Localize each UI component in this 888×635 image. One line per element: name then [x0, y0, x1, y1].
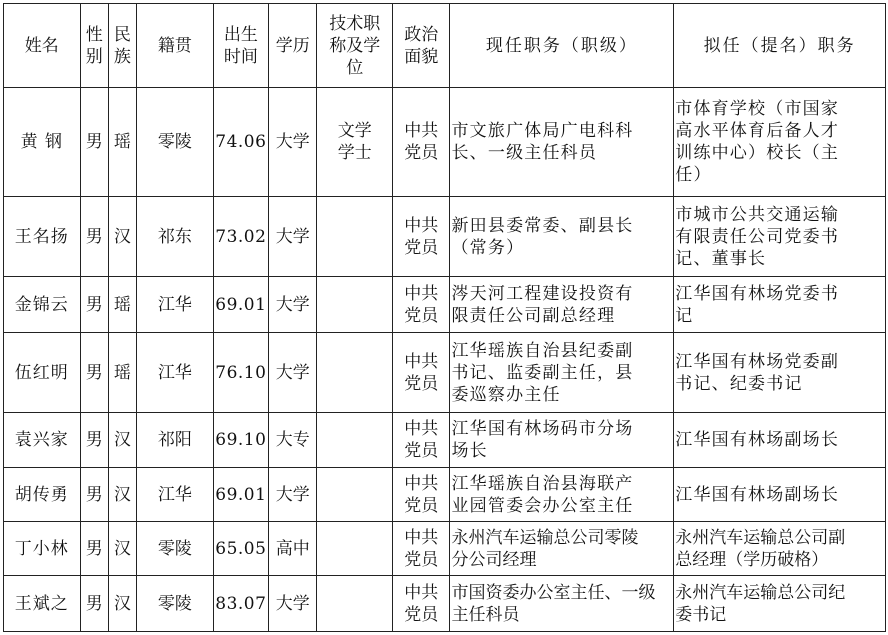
cell-birth: 73.02: [213, 197, 268, 277]
cell-hometown: 零陵: [137, 88, 214, 197]
cell-party: 中共 党员: [393, 468, 450, 522]
cell-proposed-post: 永州汽车运输总公司副 总经理（学历破格）: [674, 522, 886, 576]
table-row: [4, 576, 886, 632]
cell-title-degree: [317, 333, 393, 413]
header-party: 政治 面貌: [393, 4, 450, 88]
cell-name: 王斌之: [4, 576, 81, 632]
cell-current-post: 江华瑶族自治县海联产 业园管委会办公室主任: [450, 468, 674, 522]
table-row: [4, 88, 886, 197]
cell-name: 胡传勇: [4, 468, 81, 522]
cell-gender: 男: [80, 468, 108, 522]
cell-title-degree: [317, 413, 393, 468]
cell-gender: 男: [80, 333, 108, 413]
cell-party: 中共 党员: [393, 576, 450, 632]
cell-hometown: 零陵: [137, 576, 214, 632]
cell-current-post: 江华国有林场码市分场 场长: [450, 413, 674, 468]
cell-ethnicity: 汉: [108, 468, 136, 522]
header-current-post: 现任职务（职级）: [450, 4, 674, 88]
cell-education: 大学: [269, 468, 317, 522]
cell-gender: 男: [80, 522, 108, 576]
table-row: [4, 522, 886, 576]
cell-name: 王名扬: [4, 197, 81, 277]
header-hometown: 籍贯: [137, 4, 214, 88]
cell-education: 大专: [269, 413, 317, 468]
cell-birth: 69.01: [213, 277, 268, 333]
cell-title-degree: [317, 277, 393, 333]
cell-current-post: 江华瑶族自治县纪委副 书记、监委副主任，县 委巡察办主任: [450, 333, 674, 413]
cell-ethnicity: 汉: [108, 522, 136, 576]
cell-ethnicity: 瑶: [108, 277, 136, 333]
cell-current-post: 市国资委办公室主任、一级 主任科员: [450, 576, 674, 632]
cell-ethnicity: 汉: [108, 413, 136, 468]
table-row: [4, 333, 886, 413]
cell-proposed-post: 江华国有林场党委书 记: [674, 277, 886, 333]
header-proposed-post: 拟任（提名）职务: [674, 4, 886, 88]
cell-birth: 65.05: [213, 522, 268, 576]
cell-current-post: 新田县委常委、副县长 （常务）: [450, 197, 674, 277]
cell-name: 丁小林: [4, 522, 81, 576]
cell-gender: 男: [80, 413, 108, 468]
table-row: [4, 277, 886, 333]
cell-education: 大学: [269, 333, 317, 413]
cell-education: 大学: [269, 88, 317, 197]
cell-ethnicity: 瑶: [108, 333, 136, 413]
cell-current-post: 涔天河工程建设投资有 限责任公司副总经理: [450, 277, 674, 333]
cell-ethnicity: 汉: [108, 197, 136, 277]
table-row: [4, 197, 886, 277]
cell-birth: 69.10: [213, 413, 268, 468]
cell-name: 伍红明: [4, 333, 81, 413]
header-row: [4, 4, 886, 88]
cell-party: 中共 党员: [393, 522, 450, 576]
cell-title-degree: [317, 576, 393, 632]
header-name: 姓名: [4, 4, 81, 88]
cell-ethnicity: 汉: [108, 576, 136, 632]
cell-birth: 83.07: [213, 576, 268, 632]
cell-gender: 男: [80, 576, 108, 632]
cell-title-degree: [317, 522, 393, 576]
cell-education: 大学: [269, 277, 317, 333]
table-row: [4, 468, 886, 522]
cell-ethnicity: 瑶: [108, 88, 136, 197]
cell-proposed-post: 江华国有林场副场长: [674, 413, 886, 468]
cell-birth: 74.06: [213, 88, 268, 197]
cell-party: 中共 党员: [393, 333, 450, 413]
header-title-degree: 技术职 称及学 位: [317, 4, 393, 88]
cell-title-degree: [317, 197, 393, 277]
header-birth: 出生 时间: [213, 4, 268, 88]
cell-party: 中共 党员: [393, 277, 450, 333]
cell-proposed-post: 江华国有林场党委副 书记、纪委书记: [674, 333, 886, 413]
cell-party: 中共 党员: [393, 197, 450, 277]
cell-name: 袁兴家: [4, 413, 81, 468]
cell-education: 大学: [269, 576, 317, 632]
cell-proposed-post: 永州汽车运输总公司纪 委书记: [674, 576, 886, 632]
cell-party: 中共 党员: [393, 413, 450, 468]
cell-birth: 76.10: [213, 333, 268, 413]
header-education: 学历: [269, 4, 317, 88]
cell-gender: 男: [80, 277, 108, 333]
cell-proposed-post: 市体育学校（市国家 高水平体育后备人才 训练中心）校长（主 任）: [674, 88, 886, 197]
header-gender: 性 别: [80, 4, 108, 88]
cell-hometown: 江华: [137, 277, 214, 333]
cell-name: 金锦云: [4, 277, 81, 333]
cell-gender: 男: [80, 197, 108, 277]
cell-current-post: 永州汽车运输总公司零陵 分公司经理: [450, 522, 674, 576]
cell-name: 黄 钢: [4, 88, 81, 197]
cell-title-degree: 文学 学士: [317, 88, 393, 197]
cell-hometown: 零陵: [137, 522, 214, 576]
cell-birth: 69.01: [213, 468, 268, 522]
cell-gender: 男: [80, 88, 108, 197]
cell-hometown: 祁东: [137, 197, 214, 277]
candidate-table: [3, 3, 886, 632]
cell-proposed-post: 市城市公共交通运输 有限责任公司党委书 记、董事长: [674, 197, 886, 277]
cell-hometown: 祁阳: [137, 413, 214, 468]
table-row: [4, 413, 886, 468]
cell-current-post: 市文旅广体局广电科科 长、一级主任科员: [450, 88, 674, 197]
cell-education: 高中: [269, 522, 317, 576]
cell-hometown: 江华: [137, 468, 214, 522]
cell-title-degree: [317, 468, 393, 522]
cell-education: 大学: [269, 197, 317, 277]
header-ethnicity: 民 族: [108, 4, 136, 88]
cell-hometown: 江华: [137, 333, 214, 413]
cell-proposed-post: 江华国有林场副场长: [674, 468, 886, 522]
cell-party: 中共 党员: [393, 88, 450, 197]
